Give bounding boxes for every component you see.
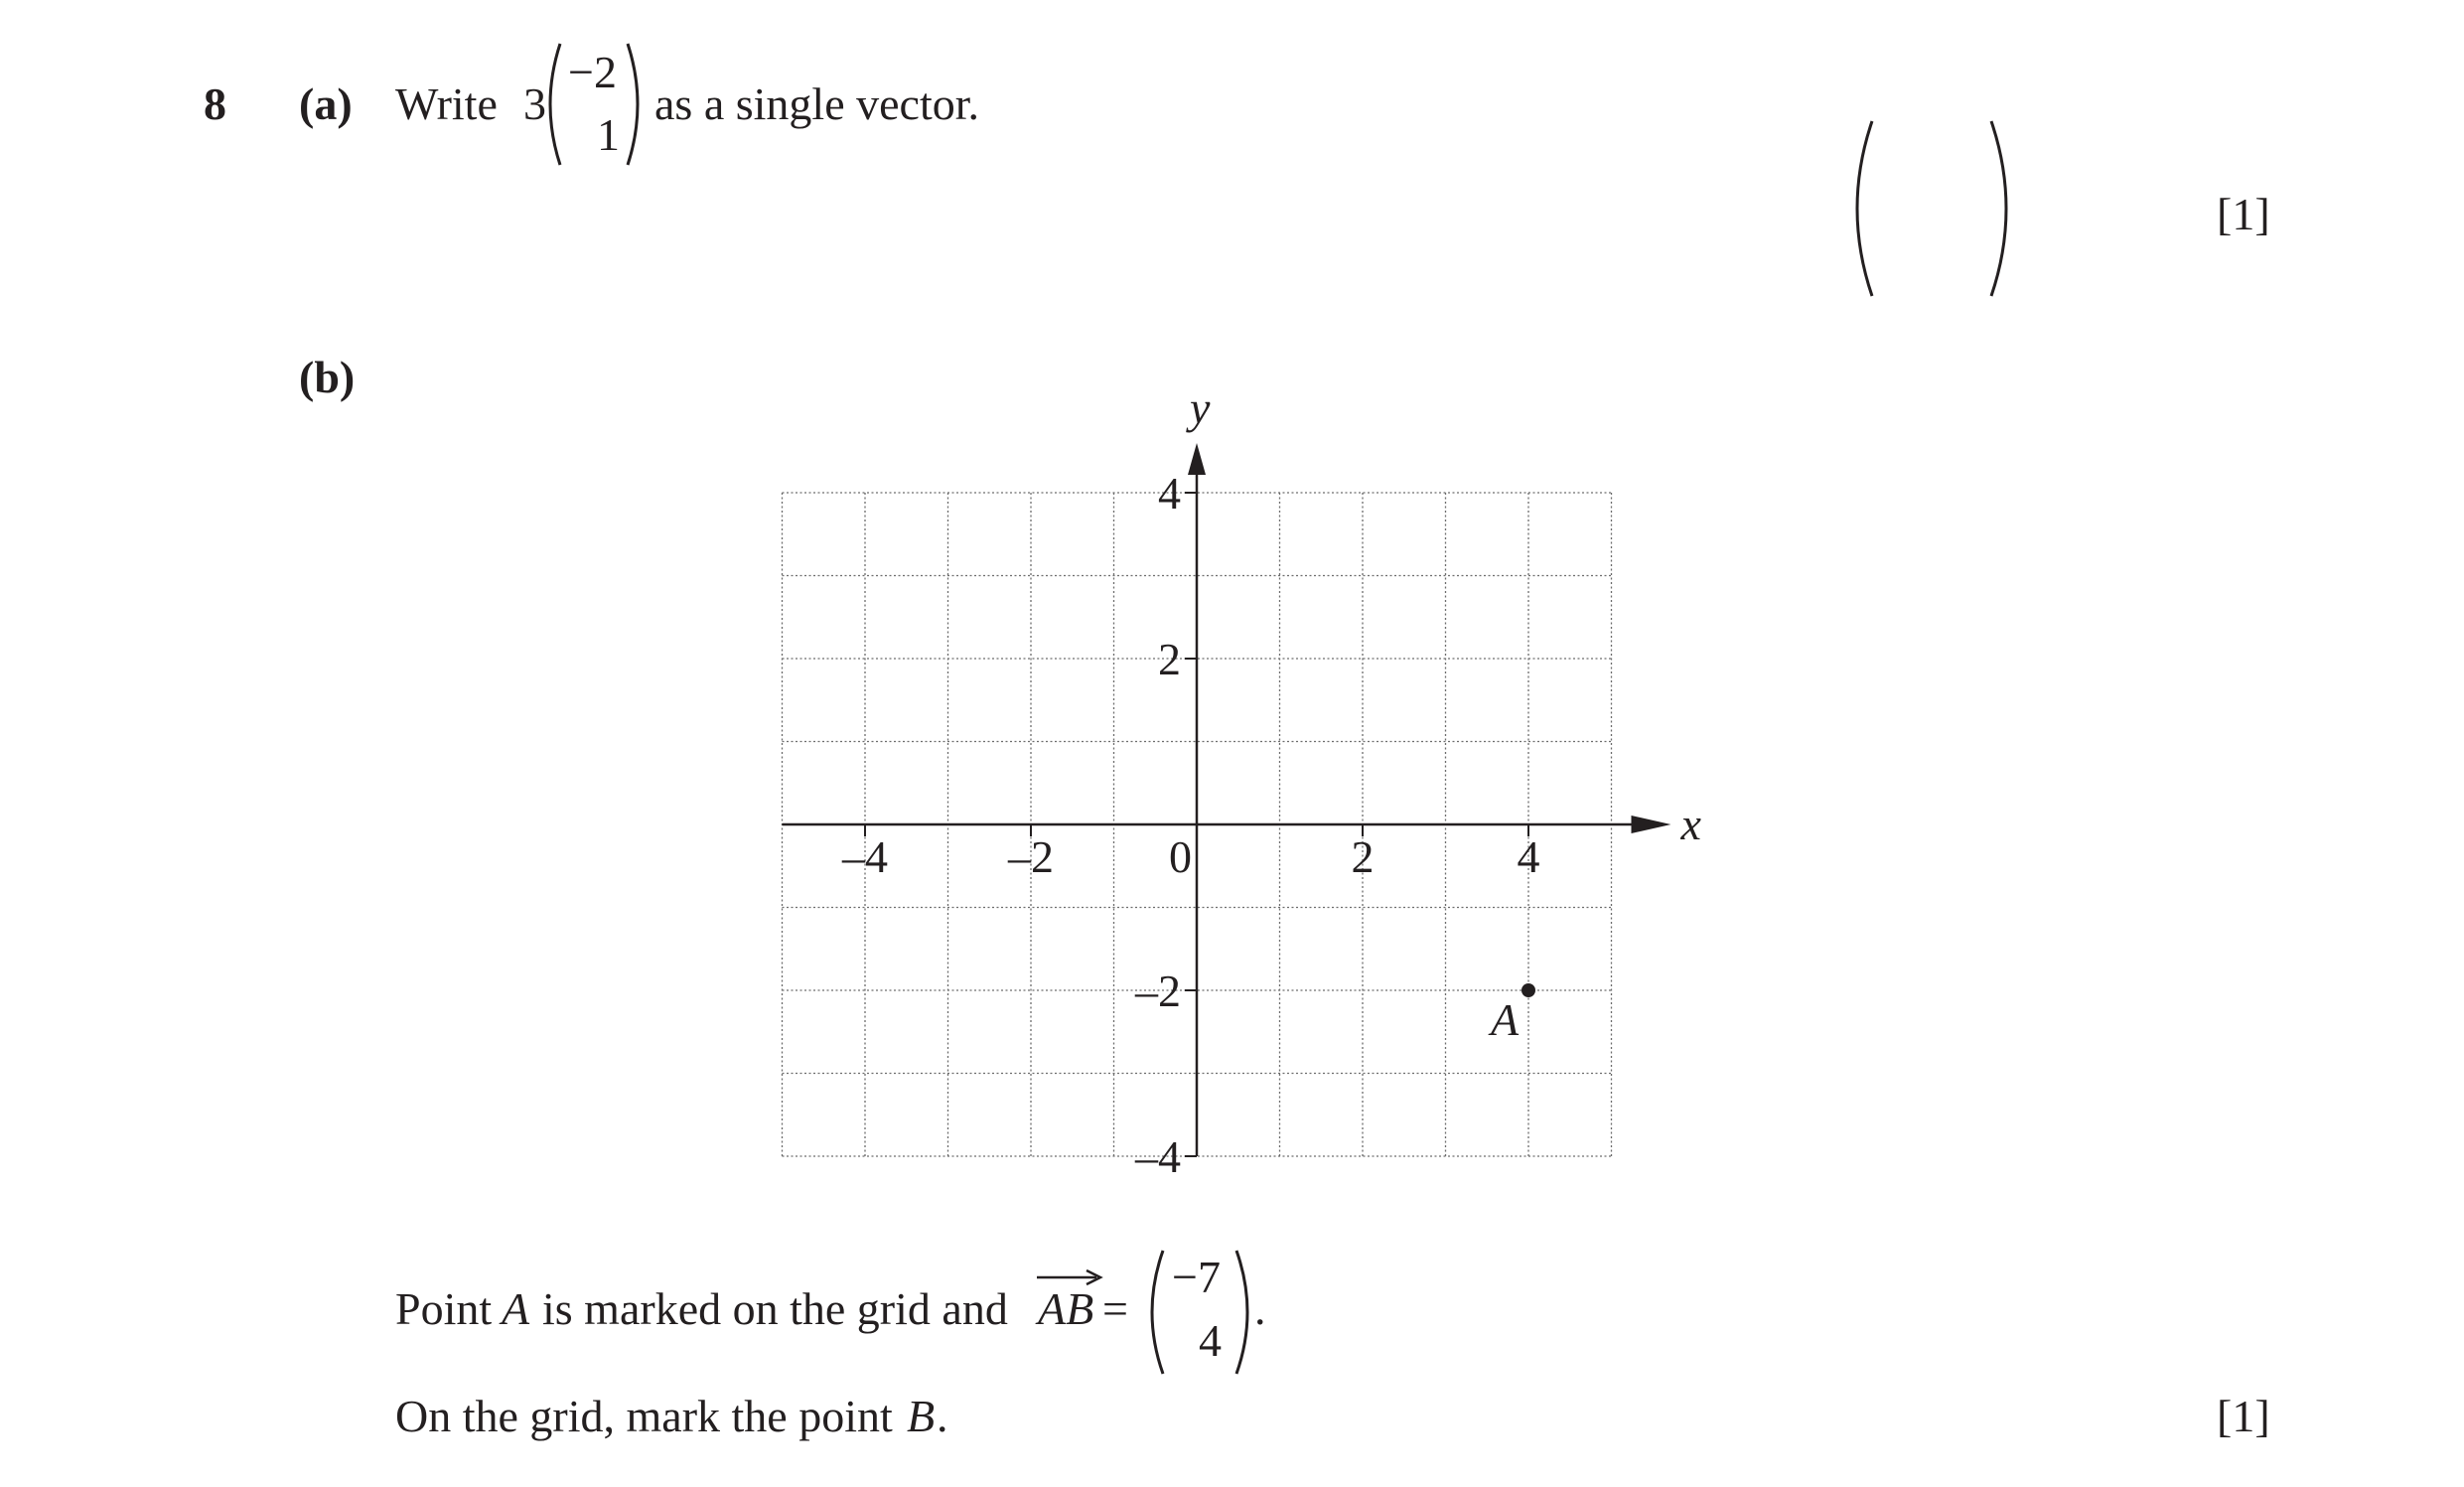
question-number: 8 — [204, 78, 226, 129]
part-b-marks: [1] — [2217, 1391, 2270, 1441]
y-tick-label: –4 — [1135, 1131, 1181, 1182]
x-axis-label: x — [1680, 799, 1701, 849]
part-b-point-a: A — [502, 1283, 530, 1334]
y-axis-arrow-icon — [1188, 443, 1206, 475]
part-a-label: (a) — [299, 78, 353, 129]
part-a-answer-brackets — [1842, 117, 2021, 301]
y-tick-label: –2 — [1135, 966, 1181, 1016]
point-a-label: A — [1491, 994, 1520, 1045]
left-parenthesis — [1152, 1251, 1163, 1374]
part-a-marks: [1] — [2217, 189, 2270, 239]
right-parenthesis — [1236, 1251, 1247, 1374]
x-tick-label: 4 — [1517, 831, 1540, 882]
part-a-vector-bottom: 1 — [597, 109, 620, 160]
point-a-marker — [1522, 983, 1535, 997]
right-parenthesis — [628, 44, 638, 165]
answer-left-parenthesis — [1857, 121, 1872, 296]
part-b-statement-prefix: Point — [395, 1283, 493, 1334]
part-b-vector-top: −7 — [1172, 1252, 1221, 1302]
coordinate-grid[interactable] — [765, 392, 1738, 1192]
part-b-statement-end: . — [1254, 1283, 1266, 1334]
part-a-vector-top: −2 — [568, 47, 617, 97]
x-axis-arrow-icon — [1632, 816, 1671, 833]
y-tick-label: 4 — [1158, 468, 1181, 519]
part-a-write-text: Write — [395, 78, 498, 129]
part-b-point-b: B — [907, 1391, 936, 1441]
x-tick-label: 2 — [1351, 831, 1375, 882]
origin-label: 0 — [1169, 831, 1192, 882]
part-a-instruction-text: as a single vector. — [654, 78, 980, 129]
y-tick-label: 2 — [1158, 634, 1181, 684]
part-b-label: (b) — [299, 352, 356, 402]
x-tick-label: –2 — [1008, 831, 1054, 882]
part-a-scalar: 3 — [523, 78, 546, 129]
left-parenthesis — [550, 44, 560, 165]
part-b-equals: = — [1102, 1283, 1128, 1334]
part-b-instruction: On the grid, mark the point — [395, 1391, 893, 1441]
x-tick-label: –4 — [842, 831, 888, 882]
part-b-vector-bottom: 4 — [1199, 1315, 1222, 1366]
y-axis-label: y — [1190, 392, 1211, 433]
part-b-instruction-end: . — [937, 1391, 948, 1441]
answer-right-parenthesis — [1991, 121, 2006, 296]
part-b-vector-name: AB — [1038, 1283, 1094, 1334]
part-b-statement-middle: is marked on the grid and — [542, 1283, 1008, 1334]
